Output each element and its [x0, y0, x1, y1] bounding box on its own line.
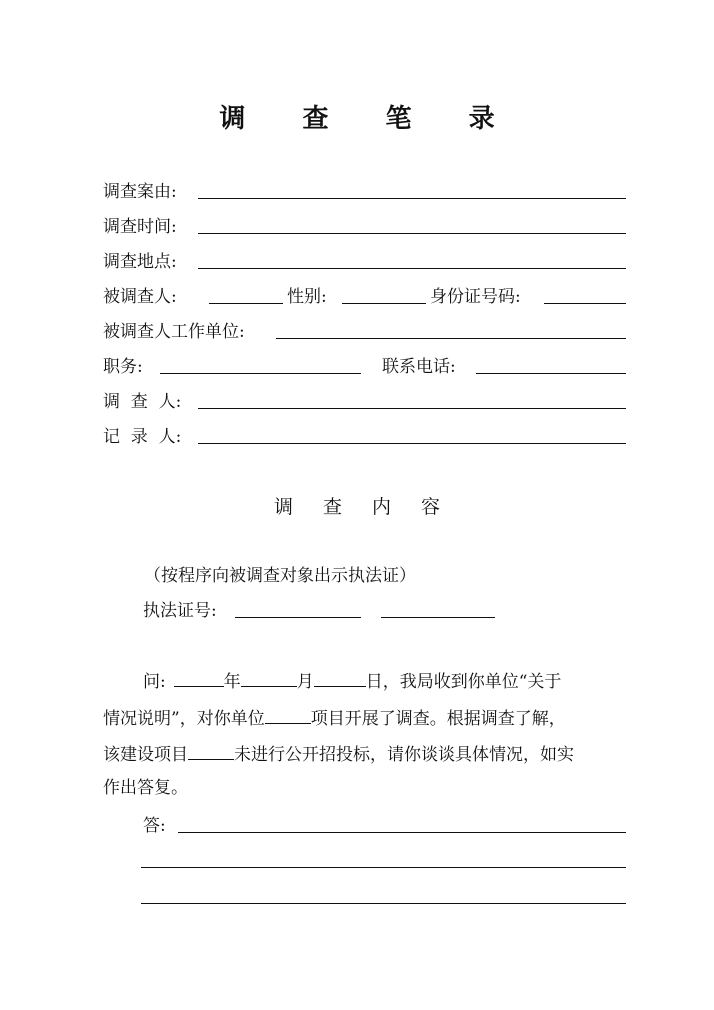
- place-input-line[interactable]: [198, 268, 626, 269]
- gender-label: 性别:: [287, 287, 327, 307]
- notice-text: （按程序向被调查对象出示执法证）: [144, 566, 416, 586]
- investigator-label: 调 查 人:: [103, 392, 182, 412]
- case-label: 调查案由:: [103, 182, 177, 202]
- id-number-input-line[interactable]: [544, 303, 626, 304]
- document-title: 调 查 笔 录: [219, 104, 519, 134]
- phone-input-line[interactable]: [476, 373, 626, 374]
- question-line3-start: 该建设项目: [103, 745, 188, 765]
- question-line3-end: 未进行公开招投标，请你谈谈具体情况，如实: [234, 745, 574, 765]
- month-blank[interactable]: [241, 670, 297, 687]
- id-number-label: 身份证号码:: [430, 287, 521, 307]
- question-line-2: [103, 707, 566, 730]
- position-input-line[interactable]: [160, 373, 361, 374]
- question-line2-start: 情况说明”，对你单位: [103, 709, 265, 729]
- question-line-3: [103, 743, 574, 766]
- phone-label: 联系电话:: [382, 357, 456, 377]
- answer-line-1[interactable]: [178, 832, 626, 833]
- day-text: 日，我局收到你单位“关于: [365, 672, 562, 692]
- question-line2-end: 项目开展了调查。根据调查了解，: [310, 709, 566, 729]
- time-label: 调查时间:: [103, 217, 177, 237]
- license-input-line-1[interactable]: [235, 617, 361, 618]
- license-label: 执法证号:: [143, 601, 217, 621]
- license-input-line-2[interactable]: [381, 617, 495, 618]
- question-line-4: 作出答复。: [103, 778, 188, 798]
- recorder-input-line[interactable]: [198, 443, 626, 444]
- answer-line-3[interactable]: [141, 903, 626, 904]
- project-blank[interactable]: [188, 743, 234, 760]
- answer-line-2[interactable]: [141, 867, 626, 868]
- investigator-input-line[interactable]: [198, 408, 626, 409]
- workplace-input-line[interactable]: [276, 338, 626, 339]
- respondent-label: 被调查人:: [103, 287, 177, 307]
- day-blank[interactable]: [314, 670, 366, 687]
- section-title: 调 查 内 容: [273, 496, 453, 518]
- year-text: 年: [223, 672, 241, 692]
- respondent-input-line[interactable]: [209, 303, 283, 304]
- year-blank[interactable]: [174, 670, 224, 687]
- answer-label: 答:: [143, 816, 166, 836]
- recorder-label: 记 录 人:: [103, 427, 182, 447]
- question-prefix: 问:: [143, 672, 166, 692]
- month-text: 月: [296, 672, 314, 692]
- question-line-1: [143, 670, 561, 693]
- workplace-label: 被调查人工作单位:: [103, 322, 245, 342]
- position-label: 职务:: [103, 357, 143, 377]
- gender-input-line[interactable]: [342, 303, 426, 304]
- case-input-line[interactable]: [198, 198, 626, 199]
- unit-project-blank[interactable]: [265, 707, 311, 724]
- place-label: 调查地点:: [103, 252, 177, 272]
- time-input-line[interactable]: [198, 233, 626, 234]
